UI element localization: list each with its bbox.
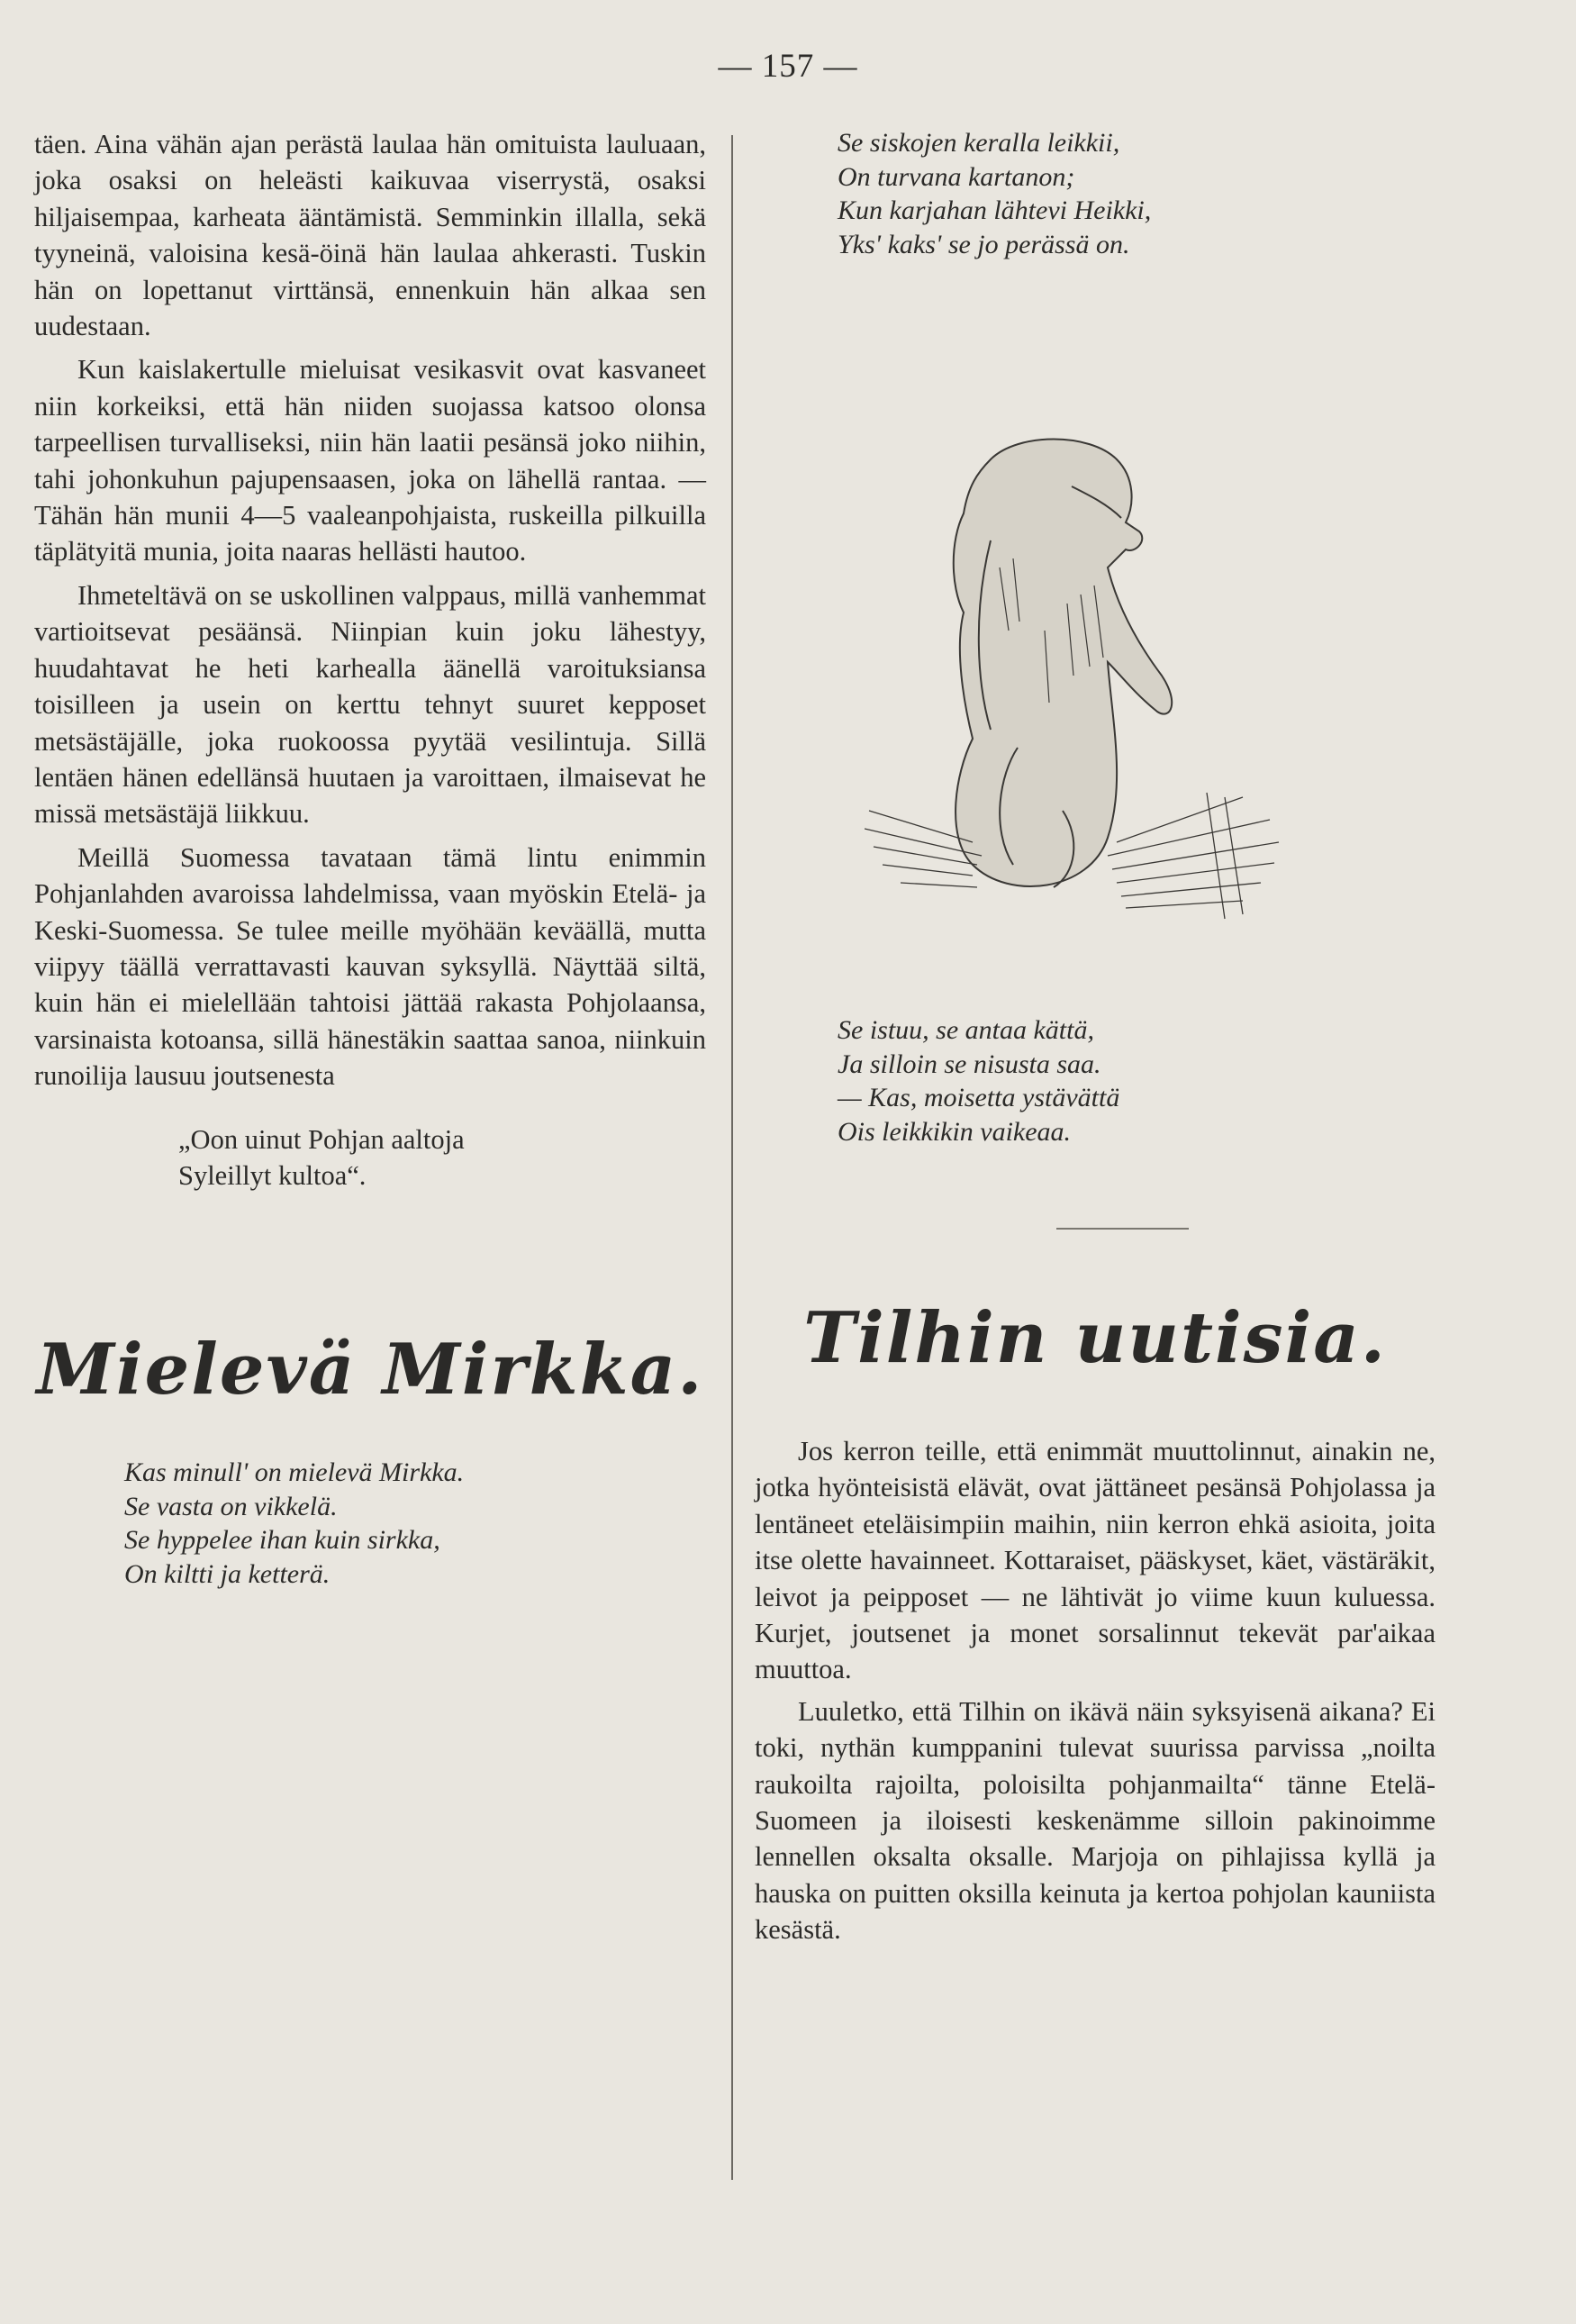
verse-line: On turvana kartanon;	[838, 161, 1075, 192]
paragraph: täen. Aina vähän ajan perästä laulaa hän omituista lauluaan, joka osaksi on heleästi kaikuvaa viserrystä, osaksi hiljaisempaa, karheata ääntämistä. Semminkin illalla, sekä tyyneinä, valoisina kesä-öinä hän laulaa ahkerasti. Tuskin hän on lopettanut virttänsä, ennenkuin hän alkaa sen uudestaan.	[34, 129, 706, 342]
section-divider	[1056, 1228, 1189, 1230]
verse-line: Se vasta on vikkelä.	[124, 1491, 338, 1521]
verse-line: Ois leikkikin vaikeaa.	[838, 1116, 1072, 1147]
page-number: — 157 —	[718, 48, 858, 85]
verse-line: Se istuu, se antaa kättä,	[838, 1015, 1094, 1045]
column-divider	[731, 135, 733, 2180]
right-verse-bottom-wrap	[838, 1013, 1119, 1148]
quote-line: „Oon uinut Pohjan aaltoja	[178, 1123, 465, 1155]
left-column	[34, 126, 706, 1591]
right-column-lower	[755, 1297, 1436, 1948]
paragraph: Luuletko, että Tilhin on ikävä näin syksyisenä aikana? Ei toki, nythän kumppanini tulevat suurissa parvissa „noilta raukoilta rajoilta, poloisilta pohjanmailta“ tänne Etelä-Suomeen ja iloisesti keskenämme silloin pakinoimme lennellen oksalta oksalle. Marjoja on pihlajissa kyllä ja hauska on puitten oksilla keinuta ja kertoa pohjolan kauniista kesästä.	[755, 1695, 1436, 1946]
paragraph: Jos kerron teille, että enimmät muuttolinnut, ainakin ne, jotka hyönteisistä elävät, ovat jättäneet pesänsä Pohjolassa ja lentäneet eteläisimpiin maihin, niin kerron ehkä asioita, joita itse olette havainneet. Kottaraiset, pääskyset, käet, västäräkit, leivot ja peipposet — ne lähtivät jo viime kuun kuluessa. Kurjet, joutsenet ja monet sorsalinnut tekevät par'aikaa muuttoa.	[755, 1436, 1436, 1685]
poem-quote	[178, 1121, 706, 1194]
verse-line: Yks' kaks' se jo perässä on.	[838, 229, 1130, 259]
sitting-dog-illustration	[865, 432, 1288, 937]
poem-verse	[838, 1013, 1119, 1148]
verse-line: Ja silloin se nisusta saa.	[838, 1049, 1101, 1079]
quote-line: Syleillyt kultoa“.	[178, 1159, 367, 1191]
verse-line: Se siskojen keralla leikkii,	[838, 128, 1120, 158]
verse-line: On kiltti ja ketterä.	[124, 1558, 331, 1589]
verse-line: Kun karjahan lähtevi Heikki,	[838, 195, 1152, 225]
poem-verse	[124, 1456, 706, 1591]
verse-line: — Kas, moisetta ystävättä	[838, 1083, 1120, 1112]
poem-verse	[838, 126, 1436, 261]
verse-line: Kas minull' on mielevä Mirkka.	[124, 1457, 465, 1488]
section-heading: Mielevä Mirkka.	[36, 1329, 704, 1412]
verse-line: Se hyppelee ihan kuin sirkka,	[124, 1525, 440, 1556]
paragraph: Kun kaislakertulle mieluisat vesikasvit ovat kasvaneet niin korkeiksi, että hän niiden suojassa katsoo olonsa tarpeellisen turvalliseksi, niin hän laatii pesänsä joko niihin, tahi johonkuhun pajupensaasen, joka on lähellä rantaa. — Tähän hän munii 4—5 vaaleanpohjaista, ruskeilla pilkuilla täplätyitä munia, joita naaras hellästi hautoo.	[34, 354, 706, 567]
paragraph: Meillä Suomessa tavataan tämä lintu enimmin Pohjanlahden avaroissa lahdelmissa, vaan myöskin Etelä- ja Keski-Suomessa. Se tulee meille myöhään keväällä, mutta viipyy täällä verrattavasti kauvan syksyllä. Näyttää siltä, kuin hän ei mielellään tahtoisi jättää rakasta Pohjolaansa, varsinaista kotoansa, sillä hänestäkin saattaa sanoa, niinkuin runoilija lausuu joutsenesta	[34, 841, 706, 1092]
paragraph: Ihmeteltävä on se uskollinen valppaus, millä vanhemmat vartioitsevat pesäänsä. Niinpian kuin joku lähestyy, huudahtavat he heti karhealla äänellä varoituksiansa toisilleen ja usein on kerttu tehnyt suuret kepposet metsästäjälle, joka ruokoossa pyytää vesilintuja. Sillä lentäen hänen edellänsä huutaen ja varoittaen, ilmaisevat he missä metsästäjä liikkuu.	[34, 579, 706, 830]
right-column	[755, 126, 1436, 261]
section-heading: Tilhin uutisia.	[803, 1297, 1387, 1379]
